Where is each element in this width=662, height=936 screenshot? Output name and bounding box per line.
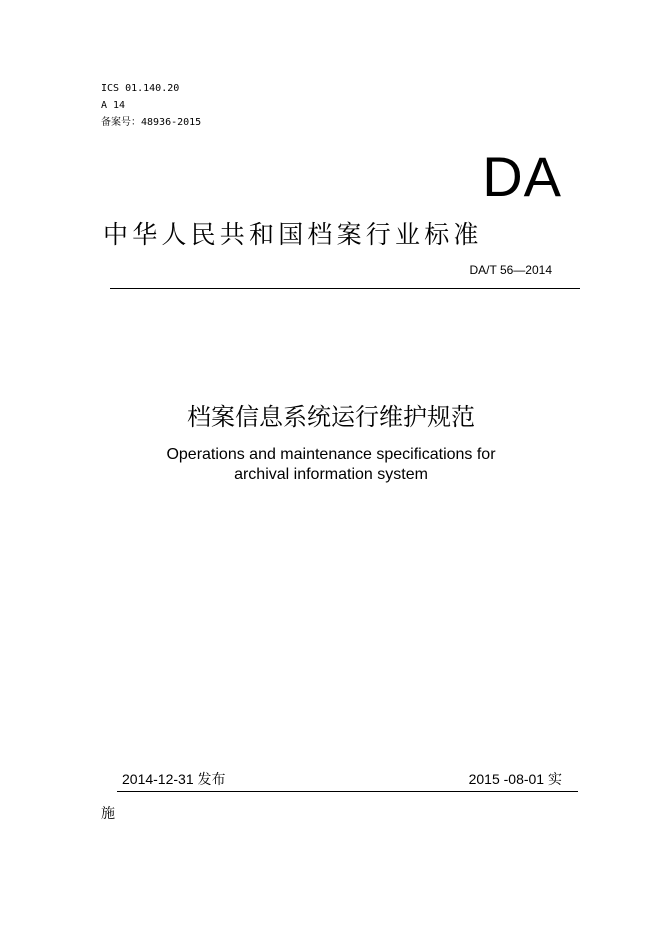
implementation-date-wrap: 施 [101, 806, 115, 822]
document-title-en-line2: archival information system [234, 466, 428, 483]
standard-category: 中华人民共和国档案行业标准 [103, 220, 483, 249]
ics-code: ICS 01.140.20 [101, 83, 180, 94]
classification-code: A 14 [101, 100, 126, 111]
da-logo: DA [482, 145, 562, 208]
document-title-zh: 档案信息系统运行维护规范 [187, 403, 475, 431]
record-number: 备案号：48936-2015 [101, 117, 202, 128]
implementation-date: 2015 -08-01 实 [468, 771, 562, 787]
top-divider [110, 288, 580, 289]
standard-number: DA/T 56—2014 [469, 263, 552, 277]
bottom-divider [117, 791, 578, 792]
document-title-en-line1: Operations and maintenance specifications for [166, 446, 496, 463]
issue-date: 2014-12-31 发布 [122, 771, 226, 787]
